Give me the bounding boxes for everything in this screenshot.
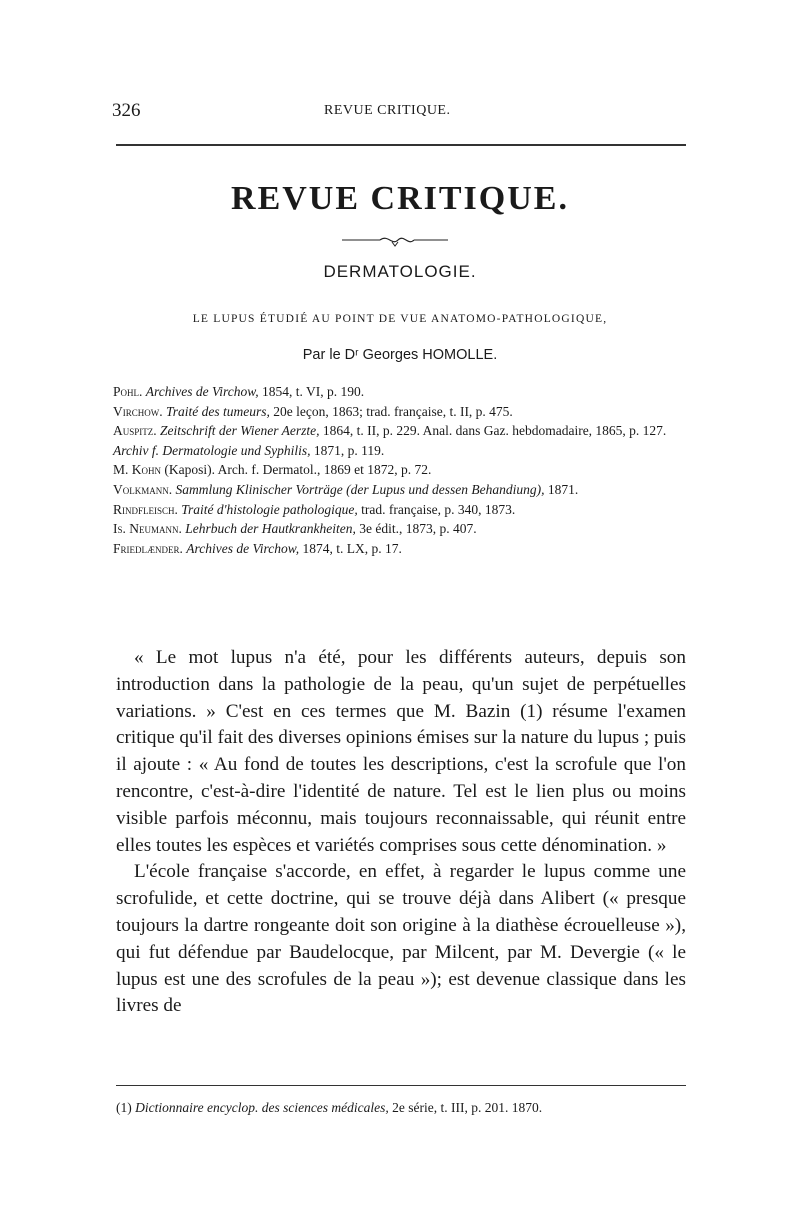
reference-work: Traité d'histologie pathologique, xyxy=(181,501,358,517)
reference-item xyxy=(113,402,703,422)
footnote-marker: (1) xyxy=(116,1100,136,1115)
reference-work: Archives de Virchow, xyxy=(145,384,259,399)
reference-author: Virchow. xyxy=(113,403,163,419)
reference-item xyxy=(113,500,703,520)
reference-work: Archiv f. Dermatologie und Syphilis, xyxy=(113,442,311,458)
footnote-details: 2e série, t. III, p. 201. 1870. xyxy=(388,1100,543,1115)
reference-author: Pohl. xyxy=(113,384,143,399)
body-text xyxy=(116,645,686,1020)
reference-author: Rindfleisch. xyxy=(113,501,178,517)
reference-work: Archives de Virchow, xyxy=(186,540,300,556)
reference-item xyxy=(113,480,703,500)
reference-item xyxy=(113,539,703,559)
reference-author: M. Kohn xyxy=(113,462,162,478)
reference-details: trad. française, p. 340, 1873. xyxy=(357,501,516,517)
reference-details: 1864, t. II, p. 229. Anal. dans Gaz. hebdomadaire, 1865, p. 127. xyxy=(319,423,667,439)
reference-details: (Kaposi). Arch. f. Dermatol., 1869 et 1872, p. 72. xyxy=(161,462,432,478)
page-number: 326 xyxy=(112,100,141,121)
reference-author: Volkmann. xyxy=(113,481,173,497)
reference-item xyxy=(113,421,703,441)
reference-author: Auspitz. xyxy=(113,423,157,439)
author-line: Par le Dʳ Georges HOMOLLE. xyxy=(302,347,498,363)
running-title: REVUE CRITIQUE. xyxy=(324,103,451,118)
reference-work: Sammlung Klinischer Vorträge (der Lupus und dessen Behandiung), xyxy=(175,481,545,497)
reference-work: Lehrbuch der Hautkrankheiten, xyxy=(185,521,356,537)
footnote xyxy=(116,1100,696,1116)
reference-details: 1874, t. LX, p. 17. xyxy=(299,540,402,556)
reference-author: Friedlænder. xyxy=(113,540,183,556)
article-title: LE LUPUS ÉTUDIÉ AU POINT DE VUE ANATOMO-PATHOLOGIQUE, xyxy=(192,313,608,325)
reference-details: 3e édit., 1873, p. 407. xyxy=(355,521,477,537)
reference-details: 1854, t. VI, p. 190. xyxy=(258,384,365,399)
reference-item xyxy=(113,519,703,539)
footnote-work: Dictionnaire encyclop. des sciences médicales, xyxy=(135,1100,389,1115)
footnote-rule xyxy=(116,1085,686,1086)
reference-details: 1871, p. 119. xyxy=(310,442,385,458)
reference-work: Traité des tumeurs, xyxy=(166,403,270,419)
body-paragraph: L'école française s'accorde, en effet, à regarder le lupus comme une scrofulide, et cette doctrine, qui se trouve déjà dans Alibert (« presque toujours la dartre rongeante doit son origine à la diathèse écrouelleuse »), qui fut défendue par Baudelocque, par Milcent, par M. Devergie (« le lupus est une des scrofules de la peau »); est devenue classique dans les livres de xyxy=(116,861,686,1017)
running-head xyxy=(112,100,692,124)
reference-details: 1871. xyxy=(544,481,579,497)
ornament-divider xyxy=(340,233,450,247)
reference-item xyxy=(113,441,703,461)
body-paragraph: « Le mot lupus n'a été, pour les différents auteurs, depuis son introduction dans la pathologie de la peau, qu'un sujet de perpétuelles variations. » C'est en ces termes que M. Bazin (1) résume l'examen critique qu'il fait des diverses opinions émises sur la nature du lupus ; puis il ajoute : « Au fond de toutes les descriptions, c'est la scrofule que l'on rencontre, c'est-à-dire l'identité de nature. Tel est le lien plus ou moins visible parfois méconnu, mais toujours reconnaissable, qui réunit entre elles toutes les espèces et variétés comprises sous cette dénomination. » xyxy=(116,647,686,856)
reference-list xyxy=(113,382,703,558)
reference-item xyxy=(113,382,703,402)
reference-work: Zeitschrift der Wiener Aerzte, xyxy=(160,423,320,439)
subject-heading: DERMATOLOGIE. xyxy=(323,262,477,281)
reference-item xyxy=(113,460,703,480)
reference-details: 20e leçon, 1863; trad. française, t. II, p. 475. xyxy=(269,403,513,419)
header-rule xyxy=(116,144,686,146)
reference-author: Is. Neumann. xyxy=(113,521,182,537)
section-title: REVUE CRITIQUE. xyxy=(231,180,569,217)
